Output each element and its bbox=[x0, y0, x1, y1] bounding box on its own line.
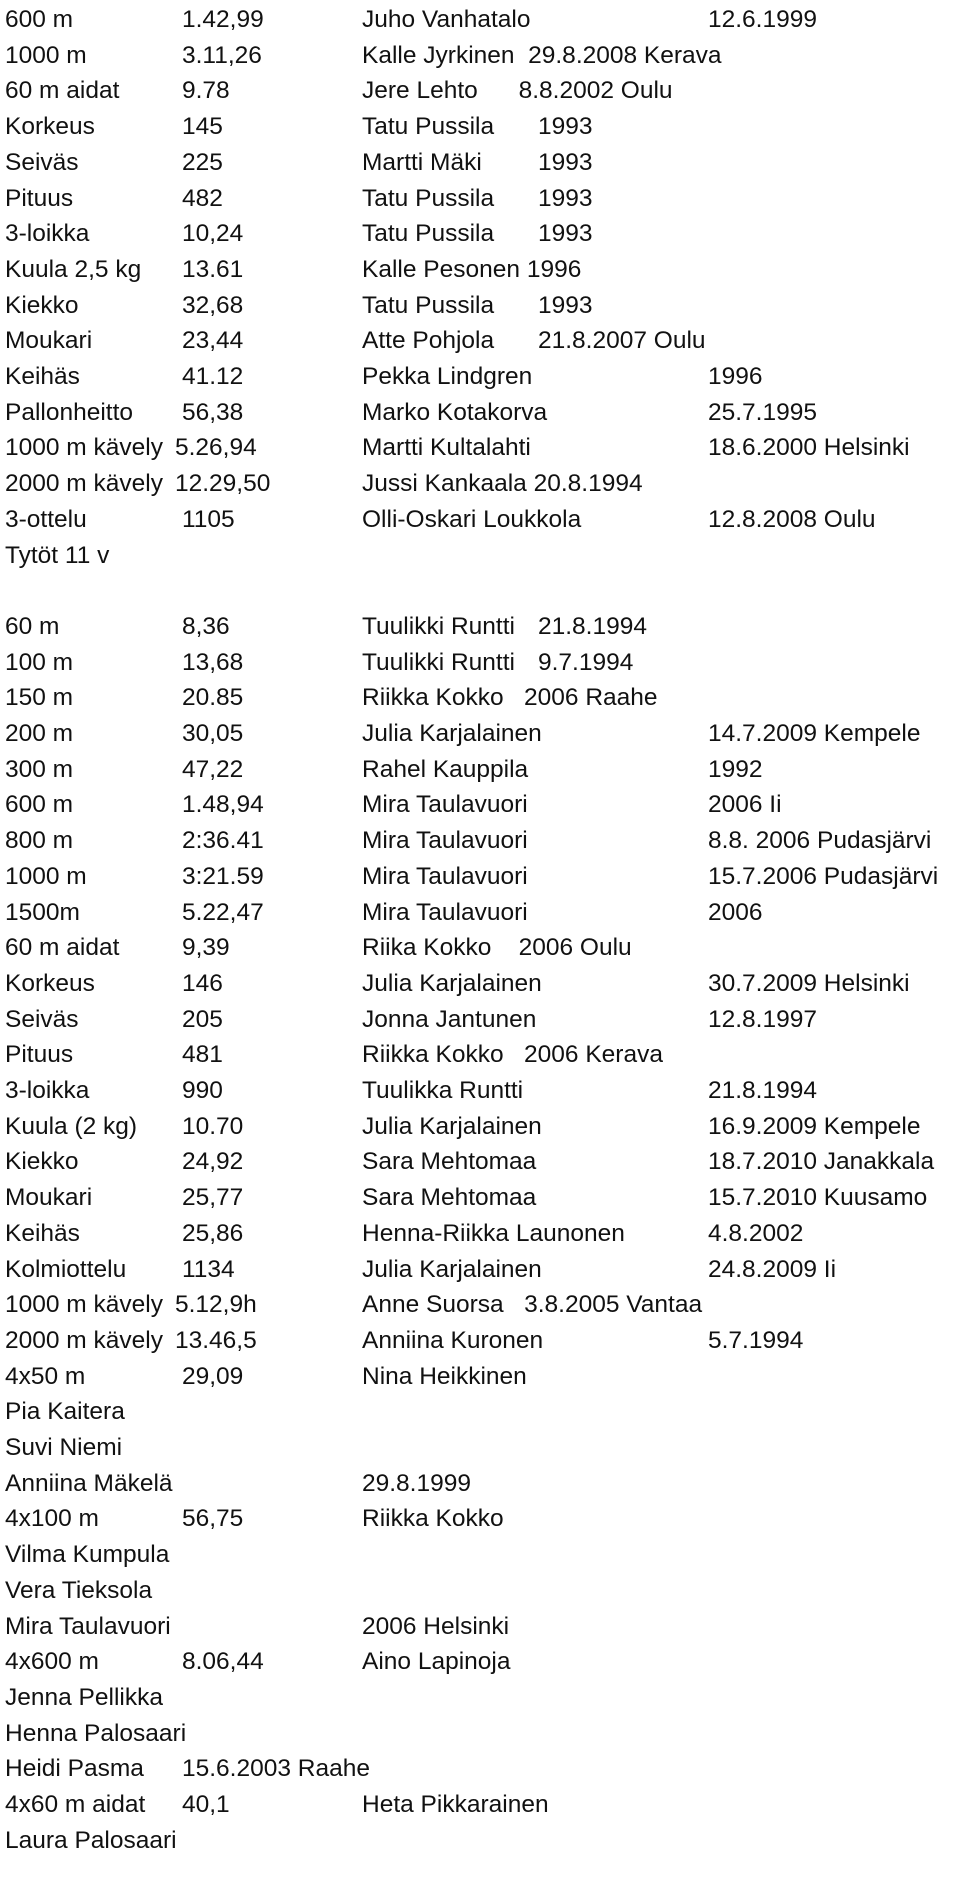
athlete-name: Tuulikki Runtti bbox=[362, 612, 515, 640]
event-label: Kiekko bbox=[5, 291, 79, 319]
athlete-name: Nina Heikkinen bbox=[362, 1362, 527, 1390]
result-value: 481 bbox=[182, 1041, 223, 1069]
record-date-place: 12.8.2008 Oulu bbox=[708, 505, 876, 533]
athlete-name: Juho Vanhatalo bbox=[362, 6, 531, 33]
event-label: Mira Taulavuori bbox=[5, 1612, 171, 1640]
event-label: Heidi Pasma bbox=[5, 1755, 144, 1783]
record-line bbox=[0, 1180, 960, 1216]
event-label: 3-loikka bbox=[5, 220, 90, 248]
event-label: Henna Palosaari bbox=[5, 1719, 187, 1747]
record-date-place: 2006 bbox=[708, 898, 763, 926]
record-date-place: 1996 bbox=[708, 363, 763, 390]
athlete-name: Mira Taulavuori bbox=[362, 791, 528, 819]
result-value: 13,68 bbox=[182, 648, 244, 676]
record-line bbox=[0, 1644, 960, 1680]
result-value: 15.6.2003 Raahe bbox=[182, 1755, 370, 1783]
result-value: 10.70 bbox=[182, 1112, 244, 1140]
athlete-name: 2006 Helsinki bbox=[362, 1612, 510, 1640]
event-label: Kuula (2 kg) bbox=[5, 1112, 138, 1140]
event-label: 600 m bbox=[5, 791, 74, 819]
result-value: 145 bbox=[182, 113, 223, 141]
athlete-name: Tatu Pussila bbox=[362, 184, 495, 212]
result-value: 25,86 bbox=[182, 1219, 244, 1247]
record-line bbox=[0, 1073, 960, 1109]
record-date: 1993 bbox=[538, 148, 593, 176]
athlete-name: Tatu Pussila bbox=[362, 113, 495, 141]
athlete-name: Riikka Kokko bbox=[362, 1505, 504, 1533]
record-line bbox=[0, 538, 960, 574]
event-label: 3-ottelu bbox=[5, 505, 87, 533]
event-label: 4x50 m bbox=[5, 1362, 86, 1390]
athlete-name: Jussi Kankaala 20.8.1994 bbox=[362, 470, 643, 498]
record-line bbox=[0, 859, 960, 895]
record-line bbox=[0, 1787, 960, 1823]
record-line bbox=[0, 2, 960, 38]
athlete-name: Rahel Kauppila bbox=[362, 755, 529, 783]
athlete-name: Heta Pikkarainen bbox=[362, 1791, 549, 1818]
record-date-place: 21.8.1994 bbox=[708, 1077, 817, 1104]
event-label: Jenna Pellikka bbox=[5, 1683, 163, 1711]
record-date-place: 5.7.1994 bbox=[708, 1326, 804, 1354]
athlete-name: Sara Mehtomaa bbox=[362, 1148, 537, 1176]
result-value: 24,92 bbox=[182, 1148, 244, 1176]
result-value: 1105 bbox=[182, 505, 235, 533]
record-line bbox=[0, 716, 960, 752]
event-label: Tytöt 11 v bbox=[5, 541, 110, 569]
event-label: Vilma Kumpula bbox=[5, 1541, 170, 1569]
event-label: Vera Tieksola bbox=[5, 1576, 153, 1604]
record-date-place: 4.8.2002 bbox=[708, 1219, 804, 1247]
result-value: 13.61 bbox=[182, 255, 244, 283]
record-line bbox=[0, 145, 960, 181]
athlete-name: Kalle Jyrkinen 29.8.2008 Kerava bbox=[362, 41, 722, 69]
event-label: 150 m bbox=[5, 684, 74, 712]
record-date-place: 2006 Ii bbox=[708, 791, 782, 819]
result-value: 990 bbox=[182, 1077, 223, 1104]
event-label: 1000 m bbox=[5, 41, 87, 69]
result-value: 12.29,50 bbox=[175, 470, 271, 498]
event-label: 800 m bbox=[5, 827, 74, 855]
record-line bbox=[0, 288, 960, 324]
record-line bbox=[0, 1394, 960, 1430]
event-label: 60 m aidat bbox=[5, 934, 120, 962]
record-line bbox=[0, 823, 960, 859]
athlete-name: Anne Suorsa 3.8.2005 Vantaa bbox=[362, 1291, 703, 1319]
result-value: 23,44 bbox=[182, 327, 244, 355]
athlete-name: Julia Karjalainen bbox=[362, 1255, 542, 1283]
event-label: Moukari bbox=[5, 1184, 93, 1212]
athlete-name: Marko Kotakorva bbox=[362, 398, 548, 426]
result-value: 5.22,47 bbox=[182, 898, 264, 926]
athlete-name: Pekka Lindgren bbox=[362, 363, 533, 390]
athlete-name: Jonna Jantunen bbox=[362, 1005, 537, 1033]
athlete-name: Jere Lehto 8.8.2002 Oulu bbox=[362, 77, 673, 105]
record-line bbox=[0, 787, 960, 823]
result-value: 5.26,94 bbox=[175, 434, 257, 462]
athlete-name: Atte Pohjola bbox=[362, 327, 495, 355]
athlete-name: Tuulikki Runtti bbox=[362, 648, 515, 676]
record-line bbox=[0, 430, 960, 466]
blank-line bbox=[0, 573, 960, 609]
result-value: 25,77 bbox=[182, 1184, 244, 1212]
record-date-place: 18.7.2010 Janakkala bbox=[708, 1148, 935, 1176]
record-line bbox=[0, 359, 960, 395]
record-line bbox=[0, 1751, 960, 1787]
result-value: 10,24 bbox=[182, 220, 244, 248]
result-value: 32,68 bbox=[182, 291, 244, 319]
result-value: 1.48,94 bbox=[182, 791, 264, 819]
event-label: Pituus bbox=[5, 1041, 74, 1069]
record-line bbox=[0, 895, 960, 931]
record-date: 1993 bbox=[538, 184, 593, 212]
event-label: 4x100 m bbox=[5, 1505, 99, 1533]
result-value: 29,09 bbox=[182, 1362, 244, 1390]
record-line bbox=[0, 1359, 960, 1395]
record-line bbox=[0, 1823, 960, 1859]
record-line bbox=[0, 38, 960, 74]
record-date-place: 25.7.1995 bbox=[708, 398, 817, 426]
record-line bbox=[0, 645, 960, 681]
result-value: 3:21.59 bbox=[182, 862, 264, 890]
record-line bbox=[0, 752, 960, 788]
result-value: 56,38 bbox=[182, 398, 244, 426]
record-date-place: 1992 bbox=[708, 755, 763, 783]
result-value: 8,36 bbox=[182, 612, 230, 640]
record-line bbox=[0, 1037, 960, 1073]
event-label: Pituus bbox=[5, 184, 74, 212]
result-value: 13.46,5 bbox=[175, 1326, 257, 1354]
event-label: Pallonheitto bbox=[5, 398, 134, 426]
record-date-place: 24.8.2009 Ii bbox=[708, 1255, 837, 1283]
athlete-name: 29.8.1999 bbox=[362, 1469, 471, 1497]
record-date: 1993 bbox=[538, 113, 593, 141]
record-date: 21.8.2007 Oulu bbox=[538, 327, 706, 355]
result-value: 30,05 bbox=[182, 720, 244, 747]
record-line bbox=[0, 395, 960, 431]
record-date-place: 12.8.1997 bbox=[708, 1005, 817, 1033]
record-line bbox=[0, 1144, 960, 1180]
record-line bbox=[0, 181, 960, 217]
result-value: 225 bbox=[182, 148, 223, 176]
record-line bbox=[0, 1252, 960, 1288]
athlete-name: Tatu Pussila bbox=[362, 291, 495, 319]
athlete-name: Riika Kokko 2006 Oulu bbox=[362, 934, 632, 962]
record-line bbox=[0, 1501, 960, 1537]
athlete-name: Tuulikka Runtti bbox=[362, 1077, 524, 1104]
record-line bbox=[0, 323, 960, 359]
event-label: Laura Palosaari bbox=[5, 1826, 177, 1854]
record-line bbox=[0, 1002, 960, 1038]
record-line bbox=[0, 1537, 960, 1573]
result-value: 8.06,44 bbox=[182, 1648, 264, 1676]
event-label: Seiväs bbox=[5, 148, 79, 176]
record-line bbox=[0, 1216, 960, 1252]
result-value: 41.12 bbox=[182, 363, 244, 390]
athlete-name: Martti Mäki bbox=[362, 148, 482, 176]
event-label: 300 m bbox=[5, 755, 74, 783]
record-date-place: 18.6.2000 Helsinki bbox=[708, 434, 910, 462]
result-value: 9.78 bbox=[182, 77, 230, 105]
event-label: 60 m aidat bbox=[5, 77, 120, 105]
record-line bbox=[0, 502, 960, 538]
event-label: Kolmiottelu bbox=[5, 1255, 127, 1283]
result-value: 482 bbox=[182, 184, 223, 212]
record-line bbox=[0, 966, 960, 1002]
event-label: 4x60 m aidat bbox=[5, 1791, 146, 1818]
athlete-name: Julia Karjalainen bbox=[362, 720, 542, 747]
event-label: Keihäs bbox=[5, 363, 80, 390]
record-date-place: 14.7.2009 Kempele bbox=[708, 720, 921, 747]
record-line bbox=[0, 1609, 960, 1645]
athlete-name: Henna-Riikka Launonen bbox=[362, 1219, 625, 1247]
event-label: Pia Kaitera bbox=[5, 1398, 125, 1426]
result-value: 1134 bbox=[182, 1255, 235, 1283]
record-date-place: 15.7.2006 Pudasjärvi bbox=[708, 862, 939, 890]
event-label: 1000 m kävely bbox=[5, 1291, 163, 1319]
result-value: 5.12,9h bbox=[175, 1291, 257, 1319]
record-line bbox=[0, 109, 960, 145]
athlete-name: Riikka Kokko 2006 Raahe bbox=[362, 684, 658, 712]
result-value: 205 bbox=[182, 1005, 223, 1033]
athlete-name: Kalle Pesonen 1996 bbox=[362, 255, 582, 283]
record-date: 1993 bbox=[538, 291, 593, 319]
event-label: 100 m bbox=[5, 648, 74, 676]
event-label: 4x600 m bbox=[5, 1648, 99, 1676]
result-value: 9,39 bbox=[182, 934, 230, 962]
event-label: Korkeus bbox=[5, 969, 95, 997]
athlete-name: Tatu Pussila bbox=[362, 220, 495, 248]
record-line bbox=[0, 252, 960, 288]
record-line bbox=[0, 1287, 960, 1323]
result-value: 146 bbox=[182, 969, 223, 997]
result-value: 3.11,26 bbox=[182, 41, 262, 69]
athlete-name: Sara Mehtomaa bbox=[362, 1184, 537, 1212]
result-value: 40,1 bbox=[182, 1791, 230, 1818]
athlete-name: Martti Kultalahti bbox=[362, 434, 531, 462]
record-date: 1993 bbox=[538, 220, 593, 248]
record-line bbox=[0, 680, 960, 716]
event-label: Korkeus bbox=[5, 113, 95, 141]
result-value: 2:36.41 bbox=[182, 827, 264, 855]
athlete-name: Olli-Oskari Loukkola bbox=[362, 505, 582, 533]
athlete-name: Mira Taulavuori bbox=[362, 827, 528, 855]
event-label: 1000 m bbox=[5, 862, 87, 890]
record-line bbox=[0, 73, 960, 109]
record-line bbox=[0, 1573, 960, 1609]
record-line bbox=[0, 1323, 960, 1359]
record-line bbox=[0, 1109, 960, 1145]
event-label: Moukari bbox=[5, 327, 93, 355]
athlete-name: Julia Karjalainen bbox=[362, 969, 542, 997]
record-date-place: 12.6.1999 bbox=[708, 6, 817, 33]
athlete-name: Mira Taulavuori bbox=[362, 898, 528, 926]
record-line bbox=[0, 1716, 960, 1752]
record-line bbox=[0, 1680, 960, 1716]
athlete-name: Anniina Kuronen bbox=[362, 1326, 544, 1354]
event-label: 1500m bbox=[5, 898, 80, 926]
event-label: Seiväs bbox=[5, 1005, 79, 1033]
event-label: Suvi Niemi bbox=[5, 1434, 123, 1461]
result-value: 1.42,99 bbox=[182, 6, 264, 33]
event-label: Kiekko bbox=[5, 1148, 79, 1176]
result-value: 47,22 bbox=[182, 755, 244, 783]
record-date-place: 16.9.2009 Kempele bbox=[708, 1112, 921, 1140]
event-label: 3-loikka bbox=[5, 1077, 90, 1104]
event-label: 1000 m kävely bbox=[5, 434, 163, 462]
record-date-place: 30.7.2009 Helsinki bbox=[708, 969, 910, 997]
athlete-name: Mira Taulavuori bbox=[362, 862, 528, 890]
record-date-place: 8.8. 2006 Pudasjärvi bbox=[708, 827, 932, 855]
event-label: 60 m bbox=[5, 612, 60, 640]
record-line bbox=[0, 930, 960, 966]
event-label: 600 m bbox=[5, 6, 74, 33]
event-label: Keihäs bbox=[5, 1219, 80, 1247]
record-line bbox=[0, 1466, 960, 1502]
result-value: 20.85 bbox=[182, 684, 244, 712]
event-label: 2000 m kävely bbox=[5, 470, 163, 498]
record-date: 9.7.1994 bbox=[538, 648, 634, 676]
record-date: 21.8.1994 bbox=[538, 612, 647, 640]
event-label: 200 m bbox=[5, 720, 74, 747]
record-line bbox=[0, 216, 960, 252]
event-label: Anniina Mäkelä bbox=[5, 1469, 173, 1497]
athlete-name: Julia Karjalainen bbox=[362, 1112, 542, 1140]
athlete-name: Riikka Kokko 2006 Kerava bbox=[362, 1041, 663, 1069]
athlete-name: Aino Lapinoja bbox=[362, 1648, 511, 1676]
record-date-place: 15.7.2010 Kuusamo bbox=[708, 1184, 928, 1212]
event-label: 2000 m kävely bbox=[5, 1326, 163, 1354]
result-value: 56,75 bbox=[182, 1505, 244, 1533]
record-line bbox=[0, 609, 960, 645]
event-label: Kuula 2,5 kg bbox=[5, 255, 142, 283]
record-line bbox=[0, 466, 960, 502]
record-line bbox=[0, 1430, 960, 1466]
